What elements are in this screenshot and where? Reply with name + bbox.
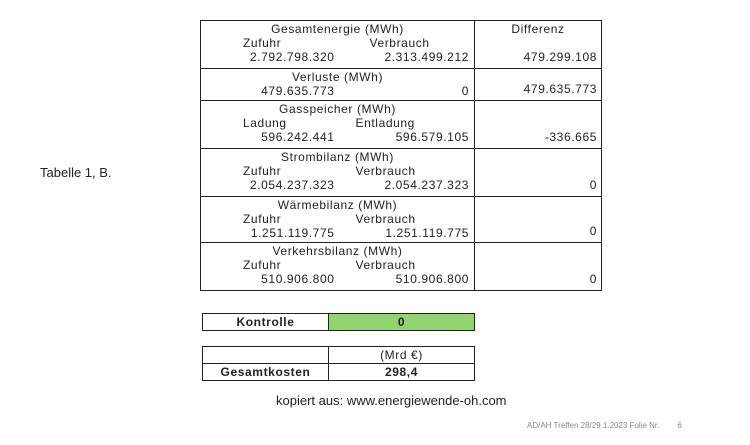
verluste-diff-value: 479.635.773 bbox=[475, 69, 602, 101]
strombilanz-right-label: Verbrauch bbox=[355, 164, 416, 178]
strombilanz-left-label: Zufuhr bbox=[243, 164, 282, 178]
verkehrsbilanz-section bbox=[201, 243, 475, 291]
gesamtenergie-diff-value: 479.299.108 bbox=[523, 50, 597, 64]
strombilanz-right-value: 2.054.237.323 bbox=[384, 178, 469, 192]
gasspeicher-diff-value: -336.665 bbox=[475, 101, 602, 149]
verluste-right-value: 0 bbox=[461, 84, 469, 98]
gesamtkosten-empty-cell bbox=[203, 347, 329, 364]
waermebilanz-title: Wärmebilanz (MWh) bbox=[277, 198, 398, 212]
gesamtenergie-right-label: Verbrauch bbox=[369, 36, 430, 50]
gesamtenergie-left-label: Zufuhr bbox=[243, 36, 282, 50]
verkehrsbilanz-right-label: Verbrauch bbox=[355, 258, 416, 272]
kontrolle-label: Kontrolle bbox=[203, 314, 329, 331]
kontrolle-table bbox=[202, 313, 475, 331]
gesamtenergie-title: Gesamtenergie (MWh) bbox=[271, 22, 404, 36]
strombilanz-title: Strombilanz (MWh) bbox=[281, 150, 394, 164]
verkehrsbilanz-left-value: 510.906.800 bbox=[261, 272, 335, 286]
waermebilanz-right-label: Verbrauch bbox=[355, 212, 416, 226]
gesamtenergie-diff-cell bbox=[475, 21, 602, 69]
gasspeicher-title: Gasspeicher (MWh) bbox=[279, 102, 396, 116]
gesamtkosten-unit: (Mrd €) bbox=[329, 347, 475, 364]
kontrolle-value: 0 bbox=[329, 314, 475, 331]
strombilanz-diff-value: 0 bbox=[475, 149, 602, 197]
slide-number: 6 bbox=[677, 421, 682, 430]
energy-balance-table bbox=[200, 20, 602, 291]
gasspeicher-section bbox=[201, 101, 475, 149]
gasspeicher-left-label: Ladung bbox=[243, 116, 287, 130]
gasspeicher-left-value: 596.242.441 bbox=[261, 130, 335, 144]
verluste-title: Verluste (MWh) bbox=[291, 70, 384, 84]
gesamtkosten-value: 298,4 bbox=[329, 364, 475, 381]
verluste-left-value: 479.635.773 bbox=[261, 84, 335, 98]
strombilanz-section bbox=[201, 149, 475, 197]
verluste-section bbox=[201, 69, 475, 101]
table-caption: Tabelle 1, B. bbox=[40, 165, 112, 180]
source-note: kopiert aus: www.energiewende-oh.com bbox=[276, 393, 507, 408]
verkehrsbilanz-right-value: 510.906.800 bbox=[395, 272, 469, 286]
gesamtenergie-section bbox=[201, 21, 475, 69]
gesamtenergie-right-value: 2.313.499.212 bbox=[384, 50, 469, 64]
waermebilanz-left-label: Zufuhr bbox=[243, 212, 282, 226]
waermebilanz-section bbox=[201, 197, 475, 243]
differenz-header: Differenz bbox=[511, 22, 565, 36]
verkehrsbilanz-left-label: Zufuhr bbox=[243, 258, 282, 272]
gasspeicher-right-label: Entladung bbox=[355, 116, 415, 130]
verkehrsbilanz-title: Verkehrsbilanz (MWh) bbox=[272, 244, 403, 258]
strombilanz-left-value: 2.054.237.323 bbox=[249, 178, 335, 192]
gasspeicher-right-value: 596.579.105 bbox=[395, 130, 469, 144]
waermebilanz-right-value: 1.251.119.775 bbox=[385, 226, 469, 240]
slide-footer bbox=[527, 421, 682, 430]
gesamtkosten-table bbox=[202, 346, 475, 381]
waermebilanz-diff-value: 0 bbox=[475, 197, 602, 243]
footer-meeting: AD/AH Treffen 28/29.1.2023 Folie Nr. bbox=[527, 421, 660, 430]
gesamtkosten-label: Gesamtkosten bbox=[203, 364, 329, 381]
waermebilanz-left-value: 1.251.119.775 bbox=[250, 226, 335, 240]
verkehrsbilanz-diff-value: 0 bbox=[475, 243, 602, 291]
gesamtenergie-left-value: 2.792.798.320 bbox=[249, 50, 335, 64]
